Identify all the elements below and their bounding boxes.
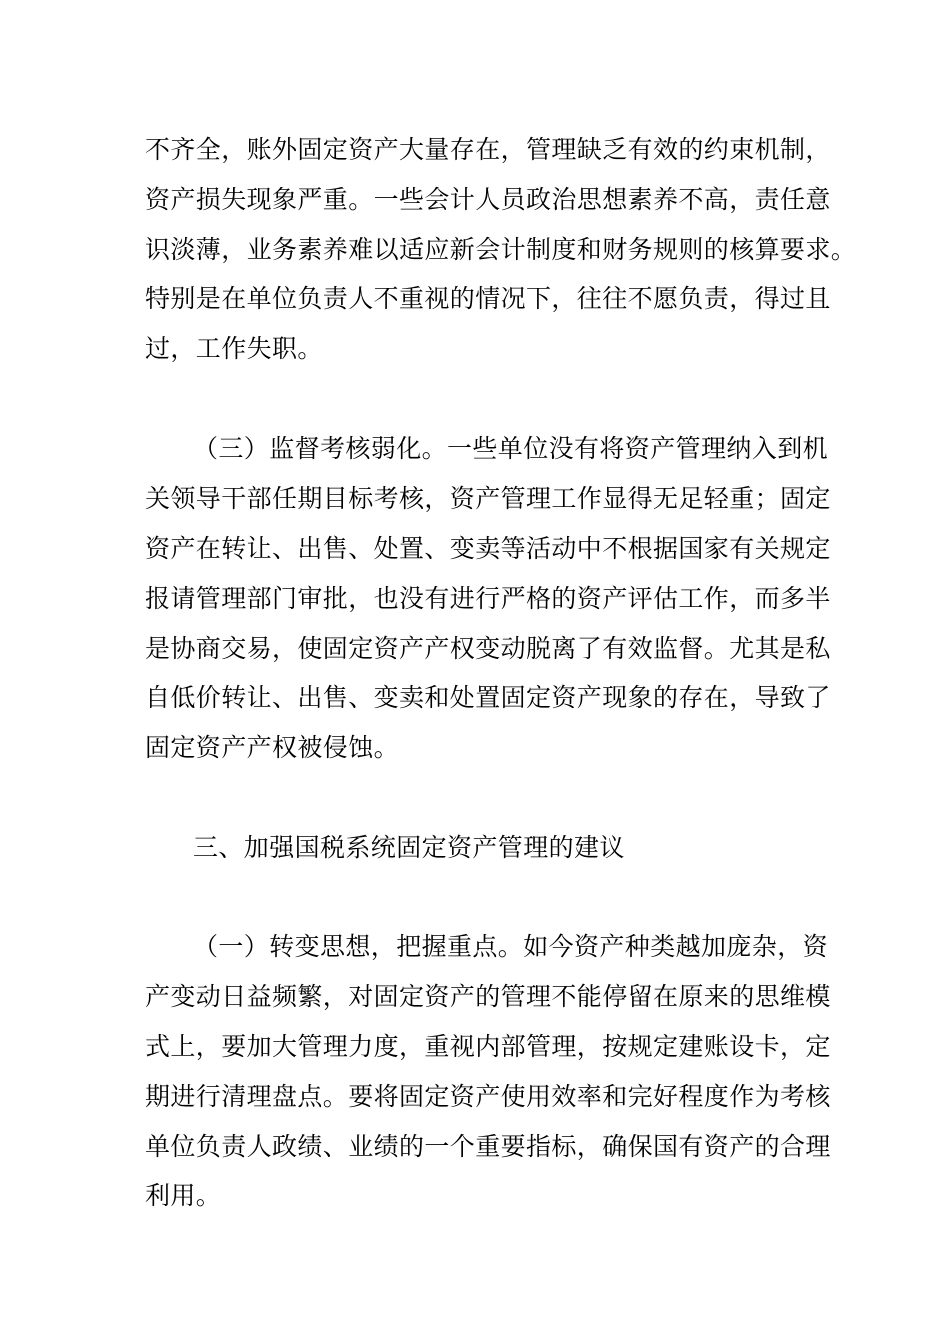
paragraph-line: 单位负责人政绩、业绩的一个重要指标，确保国有资产的合理 bbox=[145, 1132, 831, 1161]
paragraph-line: （三）监督考核弱化。一些单位没有将资产管理纳入到机 bbox=[193, 434, 829, 463]
paragraph-line: 资产在转让、出售、处置、变卖等活动中不根据国家有关规定 bbox=[145, 534, 831, 563]
paragraph-line: 过，工作失职。 bbox=[145, 334, 323, 363]
paragraph-line: 自低价转让、出售、变卖和处置固定资产现象的存在，导致了 bbox=[145, 683, 831, 712]
paragraph-line: 报请管理部门审批，也没有进行严格的资产评估工作，而多半 bbox=[145, 584, 831, 613]
paragraph-line: 利用。 bbox=[145, 1181, 222, 1210]
paragraph-line: 关领导干部任期目标考核，资产管理工作显得无足轻重；固定 bbox=[145, 484, 831, 513]
paragraph-line: 产变动日益频繁，对固定资产的管理不能停留在原来的思维模 bbox=[145, 982, 831, 1011]
paragraph-line: 资产损失现象严重。一些会计人员政治思想素养不高，责任意 bbox=[145, 185, 831, 214]
paragraph-line: （一）转变思想，把握重点。如今资产种类越加庞杂，资 bbox=[193, 932, 829, 961]
paragraph-line: 式上，要加大管理力度，重视内部管理，按规定建账设卡，定 bbox=[145, 1032, 831, 1061]
paragraph-line: 期进行清理盘点。要将固定资产使用效率和完好程度作为考核 bbox=[145, 1082, 831, 1111]
paragraph-line: 识淡薄，业务素养难以适应新会计制度和财务规则的核算要求。 bbox=[145, 235, 857, 264]
heading-line: 三、加强国税系统固定资产管理的建议 bbox=[193, 833, 625, 862]
paragraph-line: 特别是在单位负责人不重视的情况下，往往不愿负责，得过且 bbox=[145, 284, 831, 313]
paragraph-line: 固定资产产权被侵蚀。 bbox=[145, 733, 400, 762]
paragraph-line: 是协商交易，使固定资产产权变动脱离了有效监督。尤其是私 bbox=[145, 634, 831, 663]
paragraph-line: 不齐全，账外固定资产大量存在，管理缺乏有效的约束机制， bbox=[145, 135, 831, 164]
